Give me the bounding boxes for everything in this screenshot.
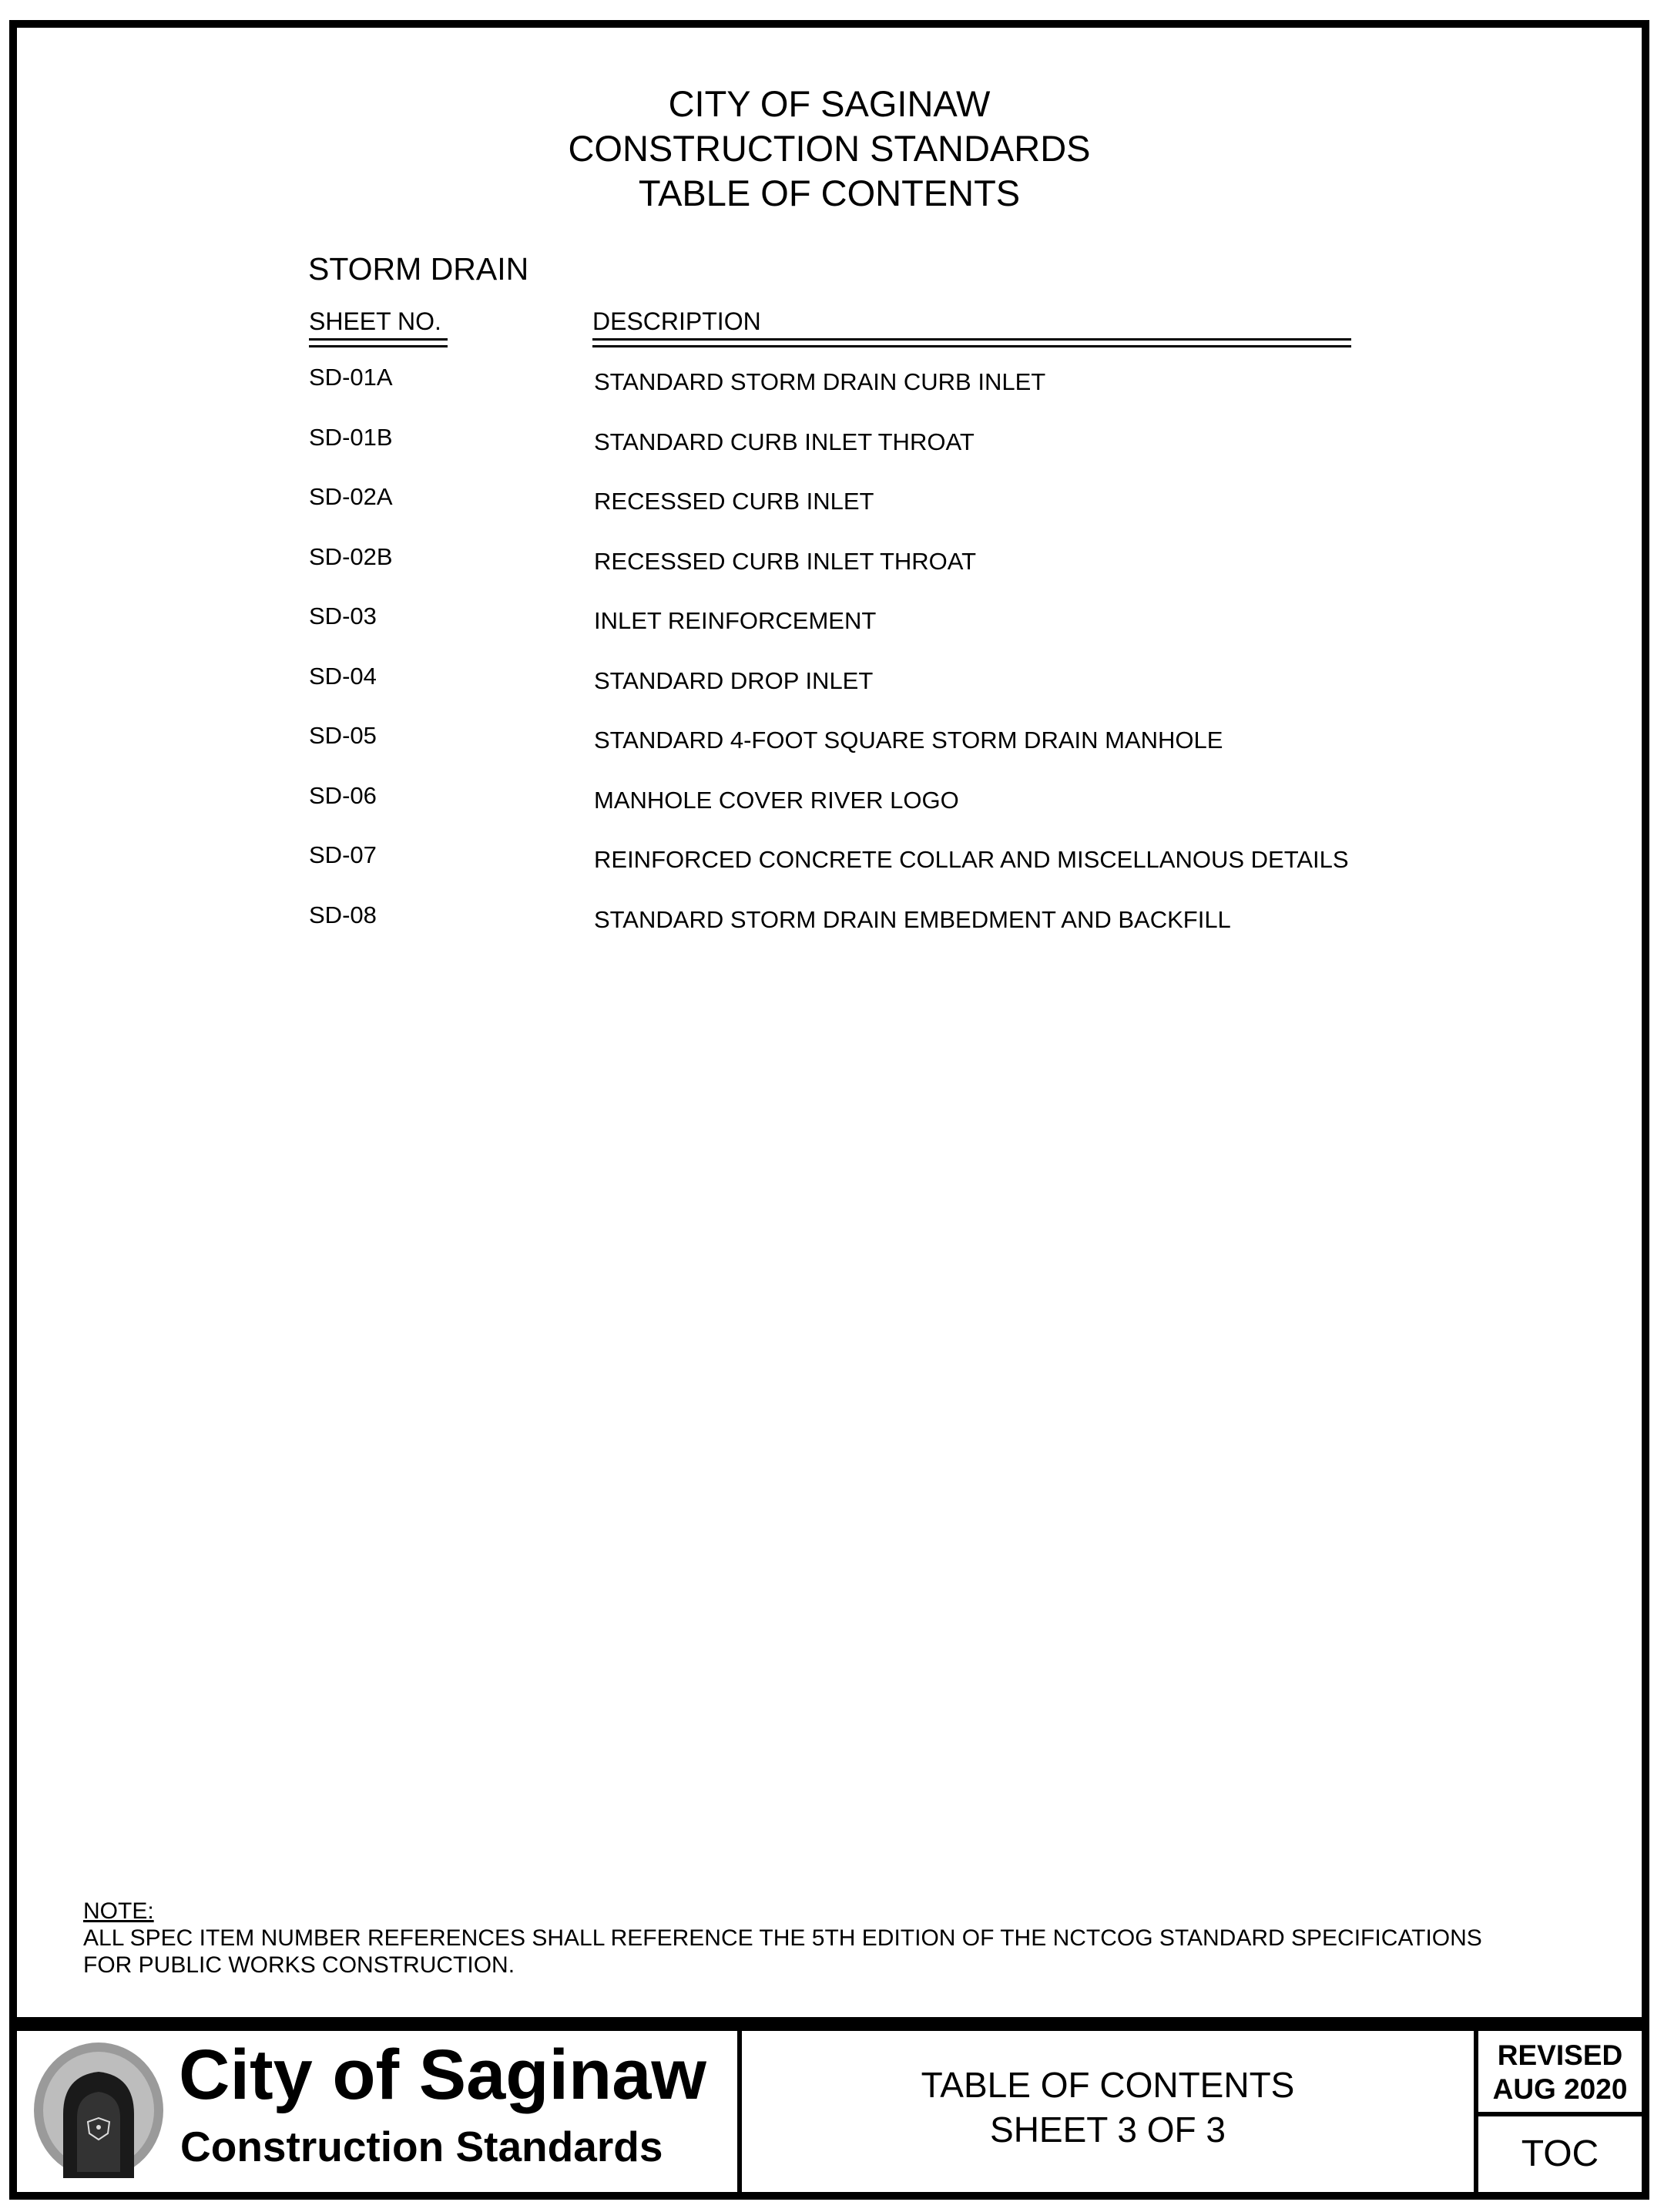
sheet-number: SD-07 — [309, 841, 377, 868]
header-line-3: TABLE OF CONTENTS — [638, 173, 1021, 213]
sheet-number: SD-05 — [309, 722, 377, 749]
sheet-description: STANDARD STORM DRAIN CURB INLET — [594, 368, 1046, 395]
column-header-sheet-label: SHEET NO. — [309, 307, 441, 335]
sheet-description: MANHOLE COVER RIVER LOGO — [594, 786, 959, 814]
drawing-frame — [9, 20, 1649, 2025]
section-title: STORM DRAIN — [308, 251, 529, 287]
column-header-description — [592, 307, 1351, 336]
sheet-code: TOC — [1521, 2133, 1599, 2174]
title-block-sheet: SHEET 3 OF 3 — [990, 2110, 1226, 2150]
note-block — [83, 1898, 1482, 1979]
title-block-revision-cell — [1474, 2031, 1642, 2192]
sheet-number: SD-01A — [309, 364, 393, 391]
sheet-description: RECESSED CURB INLET THROAT — [594, 547, 977, 575]
sheet-number: SD-04 — [309, 662, 377, 690]
page-header — [17, 82, 1642, 216]
sheet-description: STANDARD 4-FOOT SQUARE STORM DRAIN MANHOLE — [594, 727, 1223, 754]
header-underline — [309, 345, 448, 347]
column-header-sheet-no — [309, 307, 448, 336]
column-header-desc-label: DESCRIPTION — [592, 307, 761, 335]
revision-box — [1478, 2031, 1642, 2116]
title-block-city: City of Saginaw — [179, 2036, 706, 2114]
title-block-logo-cell — [17, 2031, 742, 2192]
sheet-number: SD-01B — [309, 423, 393, 451]
sheet-description: STANDARD CURB INLET THROAT — [594, 428, 975, 455]
title-block — [9, 2023, 1649, 2200]
header-underline — [309, 338, 448, 341]
sheet-number: SD-06 — [309, 781, 377, 809]
revised-label: REVISED — [1497, 2039, 1623, 2071]
sheet-number: SD-08 — [309, 901, 377, 928]
sheet-number: SD-02B — [309, 542, 393, 570]
sheet-description: RECESSED CURB INLET — [594, 488, 874, 515]
sheet-number: SD-03 — [309, 603, 377, 629]
note-line-1: ALL SPEC ITEM NUMBER REFERENCES SHALL REFERENCE THE 5TH EDITION OF THE NCTCOG STANDARD SPECIFICATIONS — [83, 1925, 1482, 1951]
title-block-subtitle: Construction Standards — [180, 2123, 663, 2170]
title-block-title-cell — [742, 2031, 1474, 2192]
sheet-description: INLET REINFORCEMENT — [594, 607, 877, 634]
header-line-1: CITY OF SAGINAW — [668, 83, 991, 124]
sheet-description: REINFORCED CONCRETE COLLAR AND MISCELLANOUS DETAILS — [594, 846, 1349, 873]
title-block-title: TABLE OF CONTENTS — [921, 2065, 1295, 2105]
sheet-description: STANDARD STORM DRAIN EMBEDMENT AND BACKFILL — [594, 905, 1231, 933]
revised-date: AUG 2020 — [1492, 2073, 1628, 2105]
header-line-2: CONSTRUCTION STANDARDS — [568, 128, 1091, 169]
note-line-2: FOR PUBLIC WORKS CONSTRUCTION. — [83, 1952, 515, 1978]
sheet-description: STANDARD DROP INLET — [594, 666, 874, 694]
header-underline — [592, 338, 1351, 341]
note-label: NOTE: — [83, 1898, 154, 1924]
sheet-number: SD-02A — [309, 483, 393, 510]
city-seal-icon — [32, 2041, 166, 2180]
header-underline — [592, 345, 1351, 347]
